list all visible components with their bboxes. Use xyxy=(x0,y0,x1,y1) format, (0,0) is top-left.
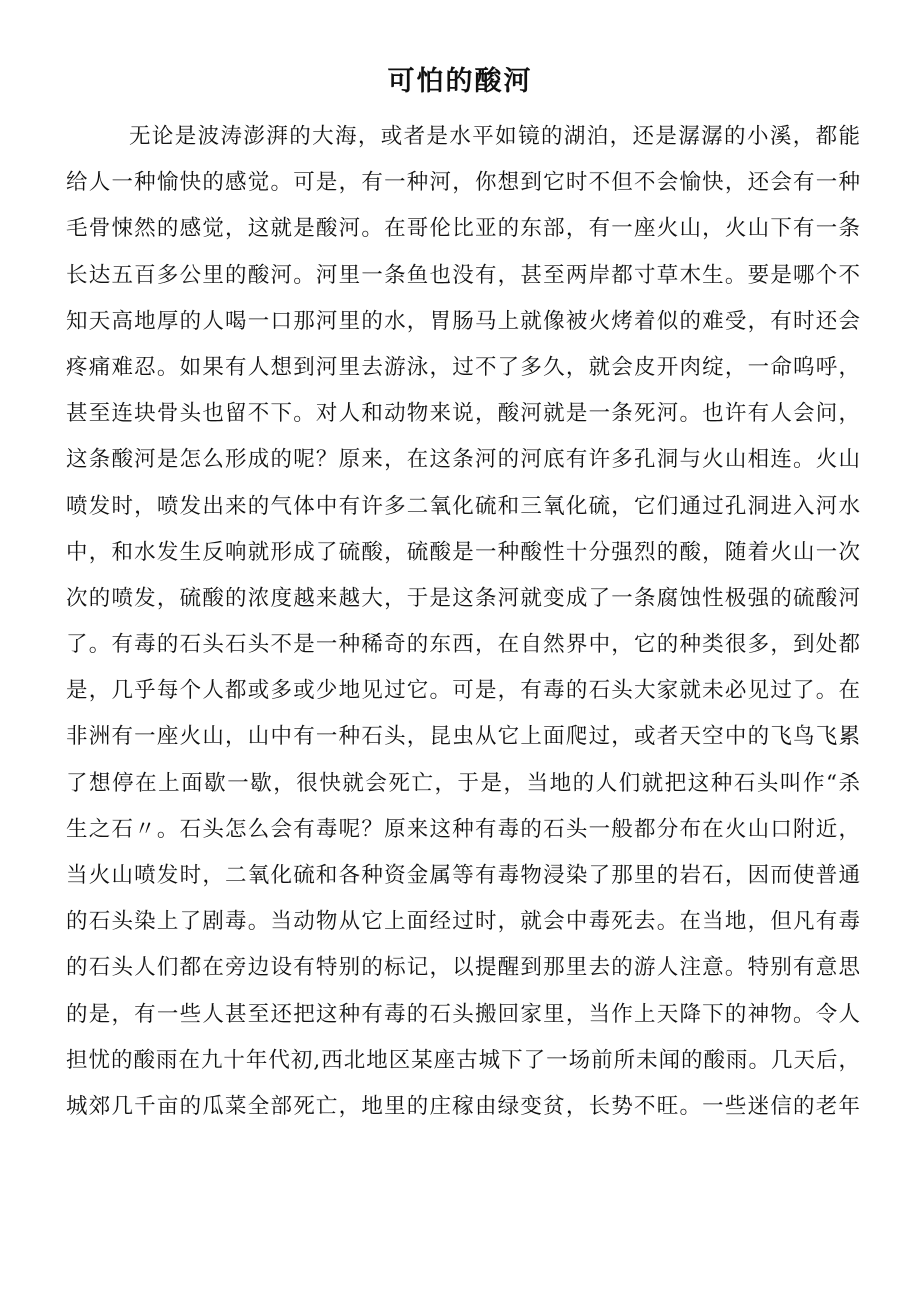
text-line: 知天高地厚的人喝一口那河里的水，胃肠马上就像被火烤着似的难受，有时还会 xyxy=(66,308,860,334)
text-line: 的石头人们都在旁边设有特别的标记，以提醒到那里去的游人注意。特别有意思 xyxy=(66,955,860,981)
text-line: 非洲有一座火山，山中有一种石头，昆虫从它上面爬过，或者天空中的飞鸟飞累 xyxy=(66,724,860,750)
text-line: 喷发时，喷发出来的气体中有许多二氧化硫和三氧化硫，它们通过孔洞进入河水 xyxy=(66,493,860,519)
page-title: 可怕的酸河 xyxy=(387,66,533,97)
text-line: 当火山喷发时，二氧化硫和各种资金属等有毒物浸染了那里的岩石，因而使普通 xyxy=(66,863,860,888)
text-line: 担忧的酸雨在九十年代初,西北地区某座古城下了一场前所未闻的酸雨。几天后， xyxy=(66,1047,860,1073)
text-line: 生之石〃。石头怎么会有毒呢？原来这种有毒的石头一般都分布在火山口附近， xyxy=(66,816,860,842)
text-line: 无论是波涛澎湃的大海，或者是水平如镜的湖泊，还是潺潺的小溪，都能 xyxy=(129,124,860,149)
text-line: 给人一种愉快的感觉。可是，有一种河，你想到它时不但不会愉快，还会有一种 xyxy=(66,170,860,196)
text-line: 是，几乎每个人都或多或少地见过它。可是，有毒的石头大家就未必见过了。在 xyxy=(66,678,860,704)
text-line: 了想停在上面歇一歇，很快就会死亡，于是，当地的人们就把这种石头叫作“杀 xyxy=(66,770,860,796)
text-line: 疼痛难忍。如果有人想到河里去游泳，过不了多久，就会皮开肉绽，一命呜呼， xyxy=(66,354,860,380)
text-line: 次的喷发，硫酸的浓度越来越大，于是这条河就变成了一条腐蚀性极强的硫酸河 xyxy=(66,585,860,611)
text-line: 中，和水发生反响就形成了硫酸，硫酸是一种酸性十分强烈的酸，随着火山一次 xyxy=(66,539,860,565)
text-line: 了。有毒的石头石头不是一种稀奇的东西，在自然界中，它的种类很多，到处都 xyxy=(66,632,860,658)
body-text xyxy=(66,114,860,1130)
text-line: 毛骨悚然的感觉，这就是酸河。在哥伦比亚的东部，有一座火山，火山下有一条 xyxy=(66,216,860,242)
text-line: 长达五百多公里的酸河。河里一条鱼也没有，甚至两岸都寸草木生。要是哪个不 xyxy=(66,262,860,288)
text-line: 这条酸河是怎么形成的呢？原来，在这条河的河底有许多孔洞与火山相连。火山 xyxy=(66,447,860,473)
text-line: 城郊几千亩的瓜菜全部死亡，地里的庄稼由绿变贫，长势不旺。一些迷信的老年 xyxy=(66,1093,860,1119)
text-line: 甚至连块骨头也留不下。对人和动物来说，酸河就是一条死河。也许有人会问， xyxy=(66,401,860,427)
text-line: 的石头染上了剧毒。当动物从它上面经过时，就会中毒死去。在当地，但凡有毒 xyxy=(66,909,860,935)
text-line: 的是，有一些人甚至还把这种有毒的石头搬回家里，当作上天降下的神物。令人 xyxy=(66,1001,860,1027)
